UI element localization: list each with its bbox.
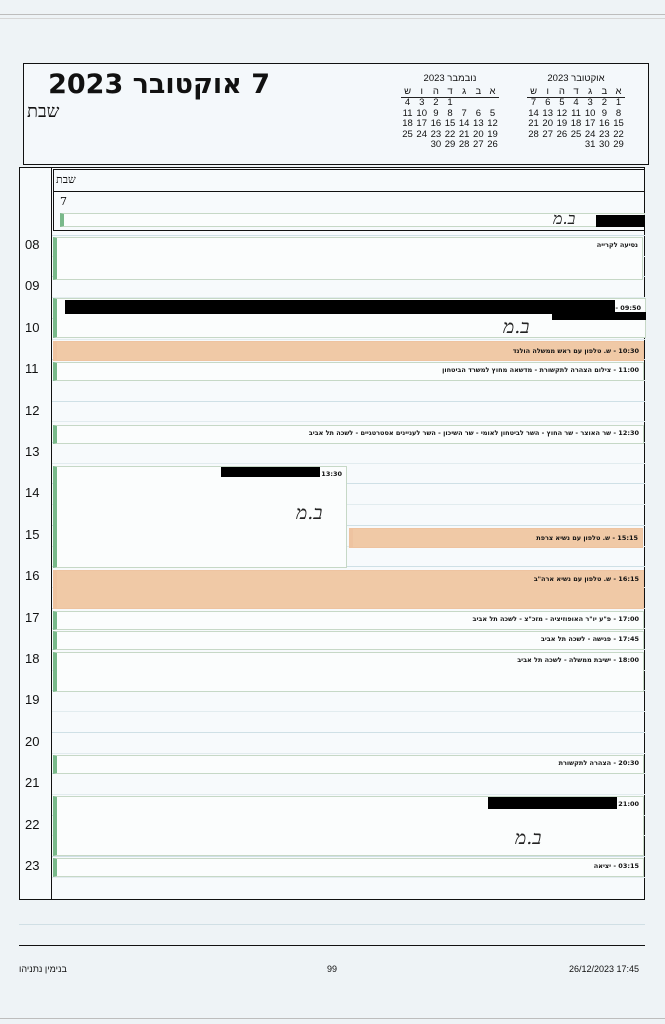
event-text: 13:30 [321, 470, 342, 478]
calendar-day: 2 [433, 97, 439, 108]
calendar-day: 13 [473, 118, 484, 129]
weekday-label: ג [462, 85, 467, 97]
calendar-day: 18 [570, 118, 582, 129]
calendar-day: 23 [599, 128, 610, 140]
calendar-day: 20 [542, 118, 553, 129]
redaction-block [221, 467, 320, 477]
calendar-day: 5 [559, 97, 565, 108]
calendar-day: 21 [458, 128, 470, 140]
calendar-day: 10 [584, 107, 596, 119]
calendar-week-row [527, 119, 625, 130]
hour-label: 16 [25, 568, 40, 584]
weekday-label: ה [432, 85, 439, 97]
calendar-day: 18 [402, 118, 413, 129]
calendar-day: 7 [461, 107, 467, 119]
event-block [53, 362, 644, 381]
hour-label: 13 [25, 444, 40, 459]
event-text: 18:00 - ישיבת ממשלה - לשכה תל אביב [517, 656, 639, 664]
event-block [53, 237, 643, 280]
calendar-week-row [401, 98, 499, 109]
calendar-day: 4 [404, 97, 411, 108]
calendar-day: 9 [601, 107, 607, 119]
event-block [53, 858, 644, 877]
hour-label: 19 [25, 692, 40, 708]
hour-separator [52, 401, 645, 402]
calendar-day: 16 [599, 118, 610, 129]
event-block [53, 652, 644, 692]
calendar-day: 28 [458, 139, 470, 150]
initials-signature: ב.מ [296, 502, 323, 524]
calendar-day: 27 [473, 139, 484, 150]
event-text: 17:45 - פגישה - לשכה תל אביב [540, 635, 639, 643]
hour-label: 23 [25, 858, 40, 873]
page-bottom-line [19, 945, 645, 946]
hour-label: 15 [25, 526, 40, 542]
footer-print-date: 26/12/2023 17:45 [569, 964, 640, 974]
calendar-day: 25 [402, 128, 413, 140]
calendar-day: 14 [458, 118, 470, 129]
hour-label: 21 [25, 775, 40, 791]
date-number: 7 [60, 195, 67, 208]
weekday-label: א [489, 85, 496, 97]
calendar-day: 1 [447, 97, 453, 108]
calendar-day [486, 98, 499, 109]
event-block [53, 425, 644, 444]
event-text: 17:00 - פ"ע יו"ר האופוזיציה - מזכ"צ - לשכה תל אביב [472, 615, 639, 623]
initials-signature: ב.מ [515, 827, 542, 849]
day-label-row [53, 169, 645, 191]
calendar-day [472, 98, 485, 109]
calendar-day: 26 [487, 139, 498, 150]
calendar-day: 16 [430, 118, 442, 129]
weekday-label: ו [420, 85, 423, 97]
weekday-label: ב [475, 85, 482, 97]
calendar-day: 31 [584, 139, 596, 150]
page-title: 7 אוקטובר 2023 [48, 69, 270, 100]
calendar-day: 30 [599, 139, 610, 150]
mini-calendar-weeks [527, 98, 625, 151]
calendar-day: 4 [573, 97, 579, 108]
calendar-day: 8 [615, 107, 622, 119]
calendar-day: 29 [444, 139, 456, 150]
redaction-block [596, 215, 645, 227]
half-hour-separator [52, 877, 645, 878]
calendar-day [527, 140, 540, 151]
hour-separator [52, 235, 645, 236]
hour-label: 22 [25, 816, 40, 832]
calendar-day [415, 140, 428, 151]
initials-signature: ב.מ [503, 316, 530, 338]
event-text: נסיעה לקרייה [596, 241, 638, 249]
calendar-week-row [401, 140, 499, 151]
redaction-block [552, 312, 646, 320]
hour-label: 17 [25, 609, 40, 625]
hour-separator [52, 856, 645, 857]
calendar-day [555, 140, 568, 151]
calendar-day: 6 [545, 97, 551, 108]
mini-calendar-weeks [401, 98, 499, 151]
event-block [53, 570, 644, 609]
hour-label: 09 [25, 278, 40, 294]
calendar-day: 8 [447, 107, 453, 119]
event-text: 15:15 - ש. טלפון עם נשיא צרפת [536, 534, 638, 542]
calendar-day [541, 140, 554, 151]
calendar-day [401, 140, 414, 151]
half-hour-separator [52, 753, 645, 754]
calendar-day: 20 [473, 128, 484, 140]
event-text: 09:50 - [615, 304, 641, 312]
scan-edge-top-2 [0, 18, 665, 19]
event-block [349, 528, 643, 548]
half-hour-separator [52, 421, 645, 422]
calendar-day: 26 [556, 128, 568, 140]
calendar-day: 1 [615, 97, 622, 108]
calendar-day: 30 [430, 139, 442, 150]
event-text: 20:30 - הצהרה לתקשורת [558, 759, 639, 767]
event-block [53, 341, 644, 361]
half-hour-separator [52, 711, 645, 712]
calendar-day: 25 [570, 128, 582, 140]
calendar-day: 19 [556, 118, 568, 129]
weekday-label: ה [558, 85, 565, 97]
calendar-day: 11 [571, 107, 581, 119]
weekday-label: ג [588, 85, 593, 97]
mini-calendar-title: נובמבר 2023 [423, 73, 477, 84]
calendar-day: 9 [433, 107, 439, 119]
event-text: 12:30 - שר האוצר - שר החוץ - השר לביטחון לאומי - שר השיכון - השר לעניינים אסטרטגיים - לשכה תל אביב [308, 429, 639, 437]
event-block [53, 611, 644, 630]
calendar-day: 7 [530, 97, 537, 108]
hour-label: 18 [25, 651, 40, 666]
hour-label: 11 [25, 361, 39, 377]
hour-label: 20 [25, 733, 40, 749]
event-text: 03:15 - יציאה [593, 862, 639, 870]
calendar-day [458, 98, 471, 109]
calendar-week-row [401, 119, 499, 130]
calendar-day: 3 [419, 97, 425, 108]
weekday-label: ש [530, 85, 538, 97]
mini-calendar-october [527, 74, 625, 151]
calendar-day: 2 [601, 97, 607, 108]
blank-line [19, 924, 645, 925]
calendar-day: 24 [416, 128, 427, 140]
half-hour-separator [52, 794, 645, 795]
event-text: 11:00 - צילום הצהרה לתקשורת - מדשאה מחוץ למשרד הביטחון [442, 366, 639, 374]
calendar-day: 14 [528, 107, 539, 119]
event-text: 16:15 - ש. טלפון עם נשיא ארה"ב [533, 575, 639, 583]
calendar-day: 28 [528, 128, 539, 140]
calendar-day: 11 [402, 107, 413, 119]
calendar-day: 22 [613, 128, 624, 140]
calendar-day: 6 [475, 107, 481, 119]
calendar-day: 5 [489, 107, 496, 119]
hour-label: 08 [25, 237, 40, 252]
calendar-week-row [527, 130, 625, 141]
weekday-label: א [615, 85, 622, 97]
event-block [53, 755, 644, 774]
day-label: שבת [56, 173, 76, 186]
calendar-day: 22 [444, 128, 456, 140]
redaction-block [65, 300, 615, 314]
calendar-day: 27 [542, 128, 553, 140]
calendar-day: 23 [430, 128, 442, 140]
calendar-day: 17 [584, 118, 596, 129]
calendar-day: 24 [584, 128, 596, 140]
calendar-day: 13 [542, 107, 553, 119]
scan-edge-bottom [0, 1018, 665, 1019]
calendar-day: 15 [444, 118, 456, 129]
weekday-label: ו [546, 85, 549, 97]
calendar-day: 12 [556, 107, 568, 119]
calendar-day [570, 140, 583, 151]
calendar-week-row [527, 140, 625, 151]
scan-edge-top [0, 14, 665, 15]
weekday-label: ש [404, 85, 412, 97]
event-text: 21:00 [618, 800, 639, 808]
footer-page-number: 99 [327, 964, 338, 974]
mini-calendar-november [401, 74, 499, 151]
mini-calendar-title: אוקטובר 2023 [547, 73, 605, 84]
hour-separator [52, 732, 645, 733]
hour-label: 10 [25, 319, 40, 335]
calendar-day: 10 [416, 107, 427, 119]
calendar-day: 29 [613, 139, 624, 150]
calendar-day: 21 [528, 118, 539, 129]
day-name: שבת [27, 101, 60, 122]
half-hour-separator [52, 463, 645, 464]
weekday-label: ב [601, 85, 608, 97]
event-text: 10:30 - ש. טלפון עם ראש ממשלה הולנד [512, 347, 639, 355]
weekday-label: ד [447, 85, 453, 97]
event-block [53, 631, 644, 650]
calendar-week-row [527, 98, 625, 109]
calendar-day: 12 [487, 118, 498, 129]
hour-label: 14 [25, 485, 40, 501]
calendar-day: 17 [416, 118, 427, 129]
redaction-block [488, 797, 617, 809]
half-hour-separator [52, 339, 645, 340]
footer-name: בנימין נתניהו [19, 964, 67, 974]
initials-signature: ב.מ [553, 209, 576, 228]
calendar-day: 3 [587, 97, 593, 108]
weekday-label: ד [573, 85, 579, 97]
calendar-day: 19 [487, 128, 498, 140]
calendar-day: 15 [613, 118, 624, 129]
hour-label: 12 [25, 402, 40, 418]
